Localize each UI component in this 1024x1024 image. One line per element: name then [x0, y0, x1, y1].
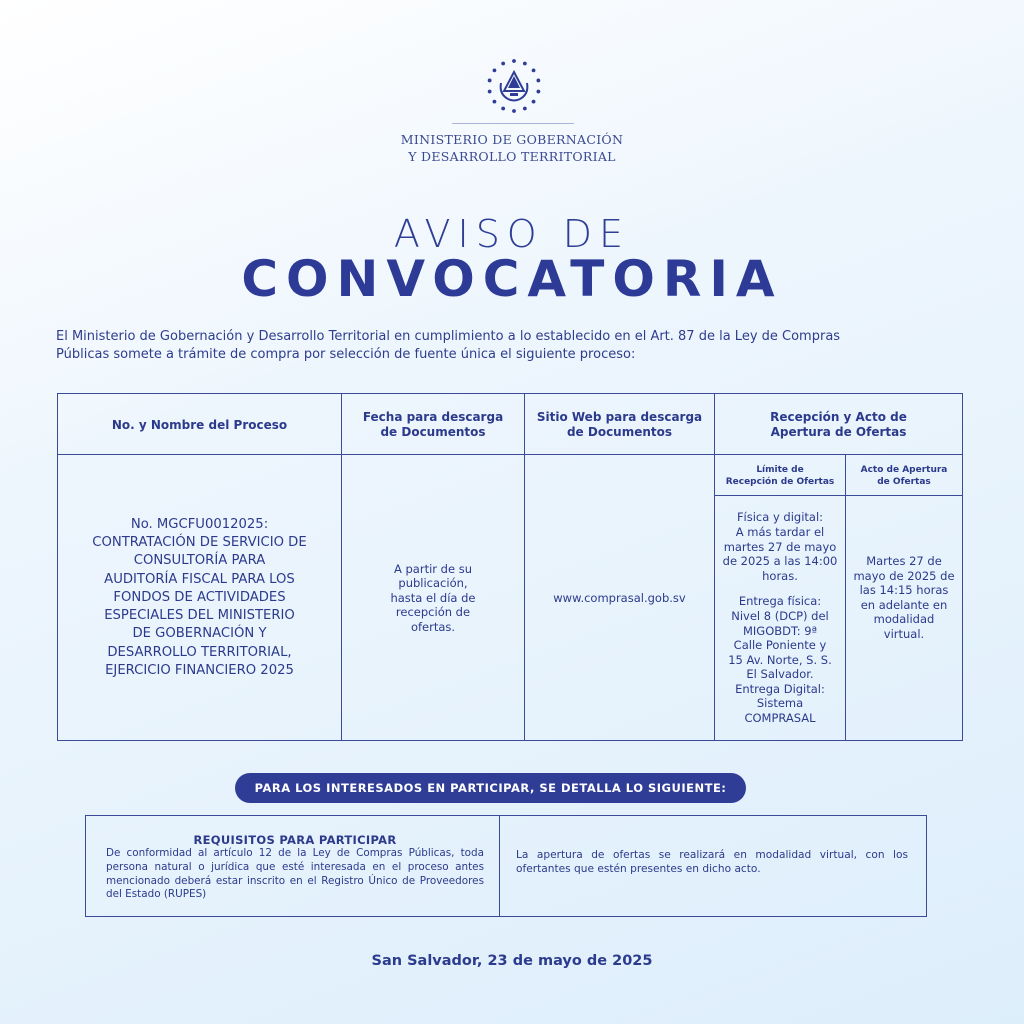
process-line: AUDITORÍA FISCAL PARA LOS	[104, 571, 295, 587]
process-line: CONTRATACIÓN DE SERVICIO DE	[92, 535, 307, 551]
cell-opening-act	[846, 496, 962, 740]
limit-line: martes 27 de mayo	[723, 539, 837, 554]
cell-limit-reception	[715, 496, 845, 740]
download-line: publicación,	[398, 576, 468, 591]
header-website-line1: Sitio Web para descarga	[536, 410, 703, 424]
header-website-line2: de Documentos	[566, 425, 673, 439]
process-line: DE GOBERNACIÓN Y	[132, 626, 267, 642]
process-line: FONDOS DE ACTIVIDADES	[113, 589, 286, 605]
header-limit-line2: Recepción de Ofertas	[725, 477, 835, 487]
requirements-table	[85, 815, 927, 917]
seal-star	[523, 62, 527, 66]
opening-line: mayo de 2025 de	[853, 568, 955, 583]
limit-line: A más tardar el	[735, 524, 825, 539]
opening-line: modalidad	[873, 612, 935, 627]
ministry-name	[362, 131, 662, 165]
limit-line: Calle Poniente y	[733, 638, 827, 653]
header-download-date	[342, 394, 524, 456]
cell-download-date	[342, 456, 524, 740]
limit-spacer	[723, 583, 838, 594]
national-coat-of-arms-icon	[486, 58, 542, 114]
limit-line: Entrega física:	[738, 594, 822, 609]
opening-line: las 14:15 horas	[859, 583, 949, 598]
process-line: ESPECIALES DEL MINISTERIO	[104, 608, 295, 624]
seal-star	[536, 79, 540, 83]
seal-star	[512, 59, 516, 63]
seal-star	[523, 107, 527, 111]
ministry-name-line1: MINISTERIO DE GOBERNACIÓN	[400, 132, 624, 147]
download-line: recepción de	[395, 605, 471, 620]
limit-line: MIGOBDT: 9ª	[742, 623, 818, 638]
opening-line: en adelante en	[860, 597, 948, 612]
opening-line: Martes 27 de	[866, 554, 942, 568]
header-process-name-label: No. y Nombre del Proceso	[111, 417, 288, 432]
limit-line: Física y digital:	[736, 510, 824, 525]
header-website	[525, 394, 714, 456]
header-limit-line1: Límite de	[756, 465, 804, 475]
participants-banner: PARA LOS INTERESADOS EN PARTICIPAR, SE DETALLA LO SIGUIENTE:	[235, 773, 746, 803]
process-line: DESARROLLO TERRITORIAL,	[107, 644, 292, 660]
seal-star	[532, 69, 536, 73]
limit-line: Entrega Digital:	[735, 681, 825, 696]
seal-svg	[486, 58, 542, 114]
ministry-name-line2: Y DESARROLLO TERRITORIAL	[408, 149, 616, 164]
seal-star	[488, 90, 492, 94]
intro-line-1: El Ministerio de Gobernación y Desarrollo Territorial en cumplimiento a lo establecido en el Art. 87 de la Ley de Compras	[56, 329, 841, 344]
footer-date: San Salvador, 23 de mayo de 2025	[371, 953, 653, 969]
header-download-date-line1: Fecha para descarga	[362, 410, 504, 424]
seal-star	[493, 69, 497, 73]
seal-star	[501, 62, 505, 66]
header-reception-line2: Apertura de Ofertas	[770, 425, 907, 439]
process-line: No. MGCFU0012025:	[130, 517, 269, 533]
requirements-left	[106, 833, 484, 902]
download-line: hasta el día de	[390, 590, 476, 605]
limit-line: horas.	[762, 568, 798, 583]
opening-line: virtual.	[883, 626, 925, 641]
process-table	[57, 393, 963, 741]
header-opening-act	[846, 456, 962, 496]
limit-line: de 2025 a las 14:00	[722, 554, 838, 569]
requirements-title: REQUISITOS PARA PARTICIPAR	[193, 833, 397, 847]
limit-line: Sistema	[756, 696, 804, 711]
limit-line: Nivel 8 (DCP) del	[731, 608, 829, 623]
cell-process-name	[58, 456, 341, 740]
header-limit-reception	[715, 456, 845, 496]
requirements-text: De conformidad al artículo 12 de la Ley de Compras Públicas, toda persona natural o jurídica que esté interesada en el proceso antes mencionado deberá estar inscrito en el Registro Único de Proveedores del Estado (RUPES)	[106, 847, 484, 901]
cell-website	[525, 456, 714, 740]
seal-star	[532, 100, 536, 104]
header-opening-line1: Acto de Apertura	[860, 465, 948, 475]
seal-star	[536, 90, 540, 94]
limit-line: 15 Av. Norte, S. S.	[728, 652, 832, 667]
requirements-right-text: La apertura de ofertas se realizará en modalidad virtual, con los ofertantes que estén presentes en dicho acto.	[516, 849, 908, 875]
header-download-date-line2: de Documentos	[380, 425, 486, 439]
limit-line: El Salvador.	[746, 667, 814, 682]
process-line: CONSULTORÍA PARA	[133, 553, 266, 569]
intro-line-2: Públicas somete a trámite de compra por selección de fuente única el siguiente proceso:	[56, 346, 636, 362]
limit-line: COMPRASAL	[744, 711, 816, 726]
header-reception	[715, 394, 962, 456]
title-convocatoria: CONVOCATORIA	[241, 250, 783, 308]
process-line: EJERCICIO FINANCIERO 2025	[105, 662, 294, 678]
download-line: A partir de su	[393, 561, 472, 576]
intro-paragraph	[56, 328, 971, 363]
download-line: ofertas.	[410, 619, 456, 634]
seal-star	[493, 100, 497, 104]
website-link[interactable]: www.comprasal.gob.sv	[553, 590, 686, 605]
seal-star	[512, 109, 516, 113]
requirements-divider	[499, 816, 500, 916]
header-reception-line1: Recepción y Acto de	[770, 410, 907, 424]
header-process-name	[58, 394, 341, 456]
seal-divider	[452, 123, 574, 124]
header-opening-line2: de Ofertas	[877, 477, 931, 487]
seal-star	[488, 79, 492, 83]
seal-star	[501, 107, 505, 111]
title-aviso-de: AVISO DE	[393, 212, 631, 256]
